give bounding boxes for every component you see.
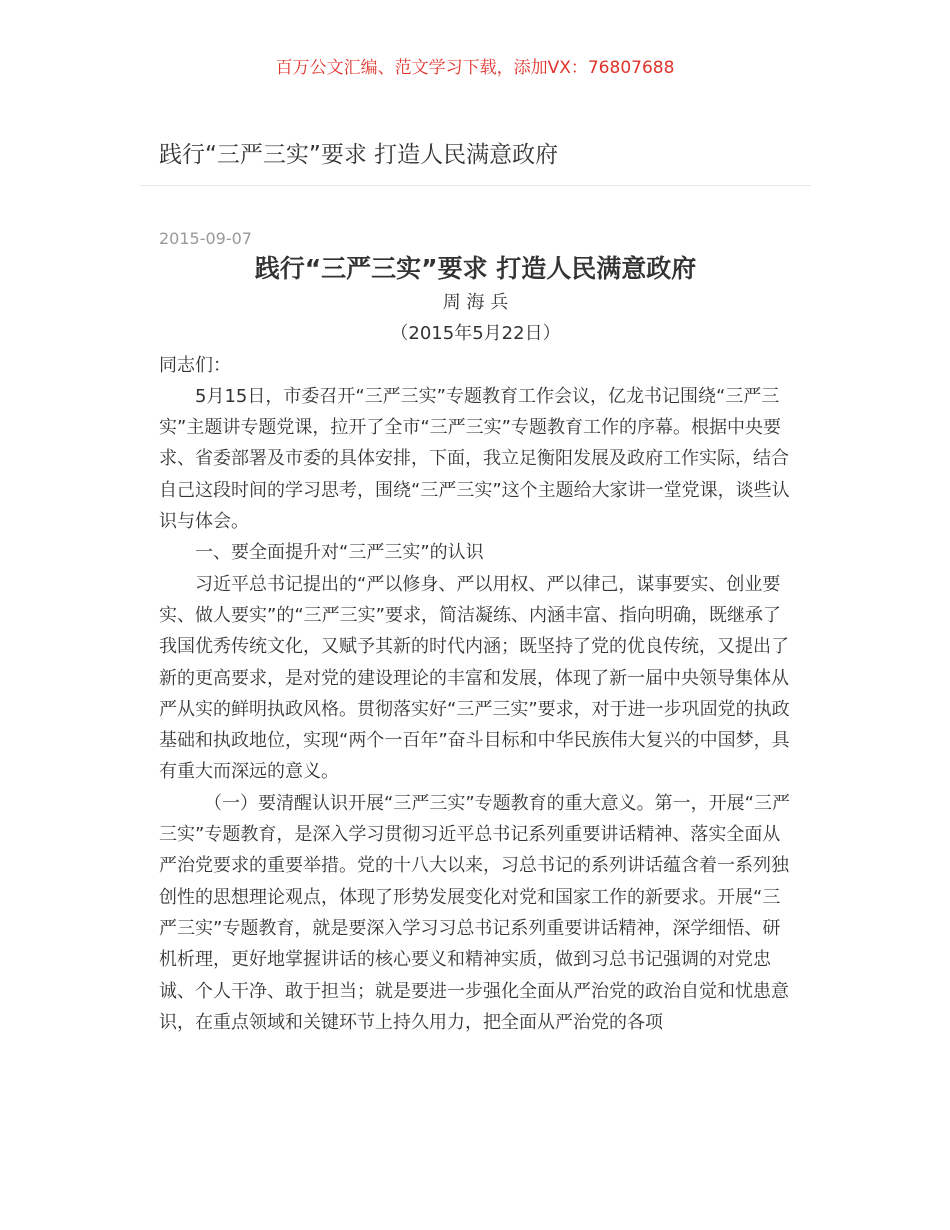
article-body — [159, 252, 792, 1038]
paragraph: （一）要清醒认识开展“三严三实”专题教育的重大意义。第一，开展“三严三实”专题教育，是深入学习贯彻习近平总书记系列重要讲话精神、落实全面从严治党要求的重要举措。党的十八大以来，习总书记的系列讲话蕴含着一系列独创性的思想理论观点，体现了形势发展变化对党和国家工作的新要求。开展“三严三实”专题教育，就是要深入学习习总书记系列重要讲话精神，深学细悟、研机析理，更好地掌握讲话的核心要义和精神实质，做到习总书记强调的对党忠诚、个人干净、敢于担当；就是要进一步强化全面从严治党的政治自觉和忧患意识，在重点领域和关键环节上持久用力，把全面从严治党的各项 — [159, 792, 790, 1033]
paragraph: 习近平总书记提出的“严以修身、严以用权、严以律己，谋事要实、创业要实、做人要实”的“三严三实”要求，简洁凝练、内涵丰富、指向明确，既继承了我国优秀传统文化，又赋予其新的时代内涵；既坚持了党的优良传统，又提出了新的更高要求，是对党的建设理论的丰富和发展，体现了新一届中央领导集体从严从实的鲜明执政风格。贯彻落实好“三严三实”要求，对于进一步巩固党的执政基础和执政地位，实现“两个一百年”奋斗目标和中华民族伟大复兴的中国梦，具有重大而深远的意义。 — [159, 573, 790, 783]
watermark-banner: 百万公文汇编、范文学习下载，添加VX：76807688 — [275, 58, 675, 78]
salutation: 同志们： — [159, 354, 231, 376]
article-author: 周 海 兵 — [442, 292, 509, 313]
publish-date: 2015-09-07 — [159, 229, 252, 248]
speech-date: （2015年5月22日） — [390, 323, 561, 345]
paragraph: 5月15日，市委召开“三严三实”专题教育工作会议，亿龙书记围绕“三严三实”主题讲专题党课，拉开了全市“三严三实”专题教育工作的序幕。根据中央要求、省委部署及市委的具体安排，下面，我立足衡阳发展及政府工作实际，结合自己这段时间的学习思考，围绕“三严三实”这个主题给大家讲一堂党课，谈些认识与体会。 — [159, 385, 790, 533]
page-title: 践行“三严三实”要求 打造人民满意政府 — [159, 142, 559, 168]
title-divider — [140, 185, 811, 186]
section-heading: 一、要全面提升对“三严三实”的认识 — [195, 542, 484, 564]
article-title: 践行“三严三实”要求 打造人民满意政府 — [254, 254, 697, 283]
